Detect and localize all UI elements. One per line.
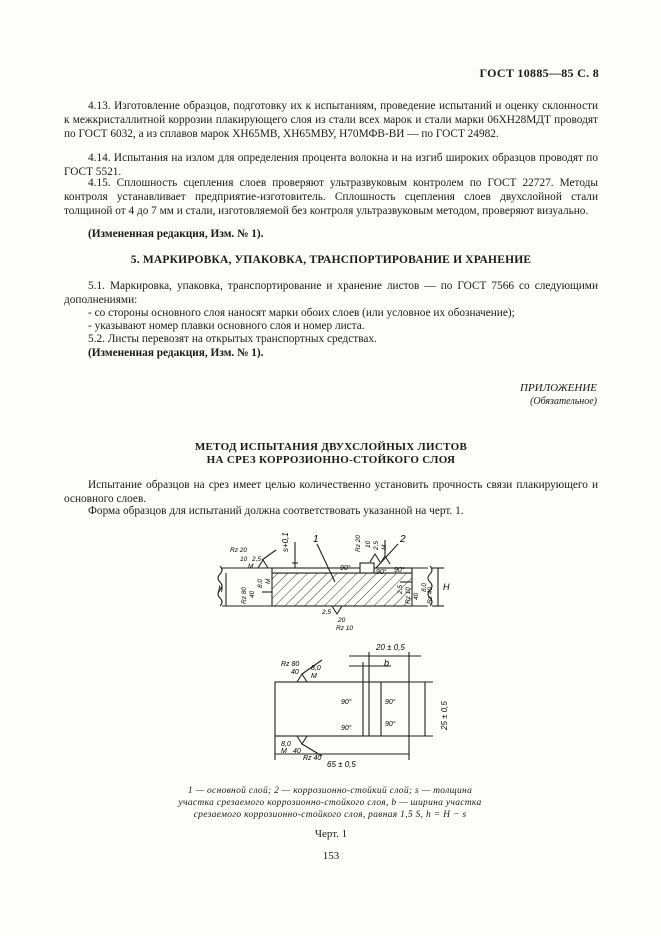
paragraph-5-1: 5.1. Маркировка, упаковка, транспортирование и хранение листов — по ГОСТ 7566 со следующими дополнениями:	[64, 280, 598, 306]
method-title-line2: НА СРЕЗ КОРРОЗИОННО-СТОЙКОГО СЛОЯ	[206, 454, 456, 466]
roughness-label: 2,5	[373, 540, 380, 550]
roughness-label: Rz 40	[427, 587, 434, 604]
roughness-label: Rz 40	[303, 755, 322, 762]
roughness-label: М	[281, 748, 287, 755]
method-paragraph-1: Испытание образцов на срез имеет целью количественно установить прочность связи плакирующего и основного слоев.	[64, 479, 598, 505]
roughness-label: Rz 80	[281, 661, 300, 668]
angle-label: 90°	[376, 569, 387, 576]
dim-H: H	[443, 582, 450, 592]
angle-label: 90°	[385, 699, 396, 706]
appendix-label: ПРИЛОЖЕНИЕ	[520, 382, 597, 394]
figure-specimen-drawing	[245, 636, 460, 770]
roughness-label: 2,5	[397, 584, 404, 594]
paragraph-5-2: 5.2. Листы перевозят на открытых транспортных средствах.	[88, 333, 377, 345]
roughness-label: 8,0	[281, 741, 291, 748]
roughness-label: 40	[413, 592, 420, 600]
roughness-label: Rz 10	[336, 625, 353, 632]
page-header: ГОСТ 10885—85 С. 8	[479, 66, 599, 80]
paragraph-4-15: 4.15. Сплошность сцепления слоев проверяют ультразвуковым контролем по ГОСТ 22727. Методы контроля устанавливает предприятие-изготовитель. Сплошность сцепления слоев двухслойной стали толщиной от 4 до 7 мм и стали, изготовляемой без контроля ультразвуковым методом, проверяют визуально.	[64, 177, 598, 217]
label-2: 2	[400, 534, 406, 545]
roughness-label: 8,0	[257, 578, 264, 588]
amendment-note: (Измененная редакция, Изм. № 1).	[88, 347, 264, 359]
roughness-label: Rz 10	[405, 587, 412, 604]
angle-label: 90°	[340, 565, 351, 572]
roughness-label: 40	[249, 590, 256, 598]
roughness-label: 20	[338, 617, 346, 624]
page-number: 153	[322, 850, 340, 862]
dim-h: h	[218, 584, 224, 594]
roughness-label: 8,0	[311, 665, 321, 672]
angle-label: 90°	[341, 725, 352, 732]
figure-caption: Черт. 1	[314, 828, 348, 840]
dim-s: s+0,1	[281, 532, 290, 552]
section-5-title: 5. МАРКИРОВКА, УПАКОВКА, ТРАНСПОРТИРОВАНИЕ И ХРАНЕНИЕ	[130, 254, 532, 266]
list-item: - указывают номер плавки основного слоя и номер листа.	[88, 320, 365, 332]
appendix-status: (Обязательное)	[530, 396, 597, 407]
roughness-label: М	[248, 563, 254, 570]
roughness-label: М	[381, 544, 388, 550]
roughness-label: 40	[291, 669, 299, 676]
dim-width: 20 ± 0,5	[376, 643, 405, 652]
list-item: - со стороны основного слоя наносят марки обоих слоев (или условное их обозначение);	[88, 307, 515, 319]
roughness-label: 10	[365, 540, 372, 548]
roughness-label: Rz 20	[230, 547, 247, 554]
paragraph-4-13: 4.13. Изготовление образцов, подготовку их к испытаниям, проведение испытаний и оценку склонности к межкристаллитной коррозии плакирующего слоя из стали всех марок и стали марки 06ХН28МДТ проводят по ГОСТ 6032, а из сплавов марок ХН65МВ, ХН65МВУ, Н70МФВ-ВИ — по ГОСТ 24982.	[64, 100, 598, 140]
roughness-label: М	[265, 578, 272, 584]
dim-b: b	[384, 658, 390, 668]
dim-length: 65 ± 0,5	[327, 760, 356, 769]
roughness-label: 2,5	[252, 556, 262, 563]
figure-section-drawing	[200, 522, 460, 632]
angle-label: 90°	[341, 699, 352, 706]
method-title-line1: МЕТОД ИСПЫТАНИЯ ДВУХСЛОЙНЫХ ЛИСТОВ	[194, 441, 468, 453]
dim-height: 25 ± 0,5	[440, 701, 449, 730]
roughness-label: Rz 20	[355, 535, 362, 552]
paragraph-4-14: 4.14. Испытания на излом для определения процента волокна и на изгиб широких образцов проводят по ГОСТ 5521.	[64, 152, 598, 178]
roughness-label: 40	[293, 748, 301, 755]
roughness-label: 10	[240, 556, 248, 563]
amendment-note: (Измененная редакция, Изм. № 1).	[88, 228, 264, 240]
angle-label: 90°	[394, 567, 405, 574]
angle-label: 90°	[385, 721, 396, 728]
roughness-label: 8,0	[421, 582, 428, 592]
roughness-label: М	[311, 673, 317, 680]
figure-legend: 1 — основной слой; 2 — коррозионно-стойкий слой; s — толщина участка срезаемого коррозионно-стойкого слоя, b — ширина участка срезаемого коррозионно-стойкого слоя, равная 1,5 S, h = H − s	[178, 786, 482, 820]
method-paragraph-2: Форма образцов для испытаний должна соответствовать указанной на черт. 1.	[88, 505, 464, 517]
roughness-label: Rz 80	[241, 587, 248, 604]
label-1: 1	[313, 534, 319, 545]
roughness-label: 2,5	[322, 609, 332, 616]
